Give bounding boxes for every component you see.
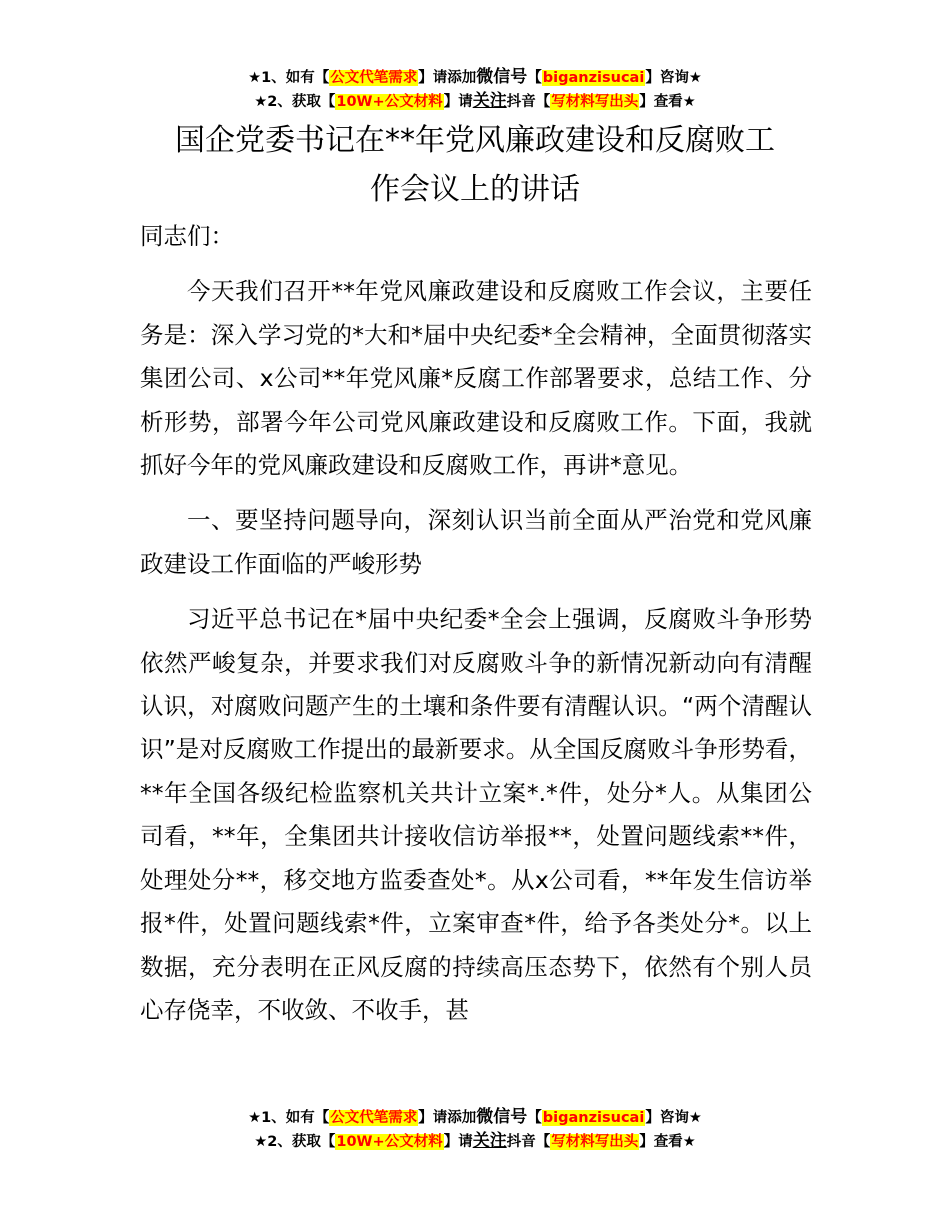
header-banner [0,66,950,114]
section-heading-1: 一、要坚持问题导向，深刻认识当前全面从严治党和党风廉政建设工作面临的严峻形势 [140,506,812,578]
footer-banner [0,1106,950,1154]
greeting: 同志们： [140,222,234,250]
paragraph-intro: 今天我们召开**年党风廉政建设和反腐败工作会议，主要任务是：深入学习党的*大和*届中央纪委*全会精神，全面贯彻落实集团公司、x公司**年党风廉*反腐工作部署要求，总结工作、分析形势，部署今年公司党风廉政建设和反腐败工作。下面，我就抓好今年的党风廉政建设和反腐败工作，再讲*意见。 [140,277,812,480]
highlight-materials: 10W+公文材料 [336,94,443,110]
document-title [140,116,810,214]
title-line-2: 作会议上的讲话 [370,172,580,207]
footer-highlight-service: 公文代笔需求 [330,1110,418,1126]
banner-line-2: ★2、获取【10W+公文材料】请关注抖音【写材料写出头】查看★ [254,91,696,111]
footer-highlight-wechat-id: biganzisucai [542,1110,645,1126]
banner-line-1: ★1、如有【公文代笔需求】请添加微信号【biganzisucai】咨询★ [248,67,702,87]
footer-highlight-douyin-account: 写材料写出头 [551,1134,639,1150]
highlight-service: 公文代笔需求 [330,70,418,86]
highlight-douyin-account: 写材料写出头 [551,94,639,110]
paragraph-situation: 习近平总书记在*届中央纪委*全会上强调，反腐败斗争形势依然严峻复杂，并要求我们对反腐败斗争的新情况新动向有清醒认识，对腐败问题产生的土壤和条件要有清醒认识。“两个清醒认识”是对反腐败工作提出的最新要求。从全国反腐败斗争形势看，**年全国各级纪检监察机关共计立案*.*件，处分*人。从集团公司看，**年，全集团共计接收信访举报**，处置问题线索**件，处理处分**，移交地方监委查处*。从x公司看，**年发生信访举报*件，处置问题线索*件，立案审查*件，给予各类处分*。以上数据，充分表明在正风反腐的持续高压态势下，依然有个别人员心存侥幸，不收敛、不收手，甚 [140,605,812,1024]
document-body [140,215,812,1044]
footer-highlight-materials: 10W+公文材料 [336,1134,443,1150]
title-line-1: 国企党委书记在**年党风廉政建设和反腐败工 [175,123,775,158]
footer-banner-line-1: ★1、如有【公文代笔需求】请添加微信号【biganzisucai】咨询★ [248,1107,702,1127]
footer-banner-line-2: ★2、获取【10W+公文材料】请关注抖音【写材料写出头】查看★ [254,1131,696,1151]
highlight-wechat-id: biganzisucai [542,70,645,86]
